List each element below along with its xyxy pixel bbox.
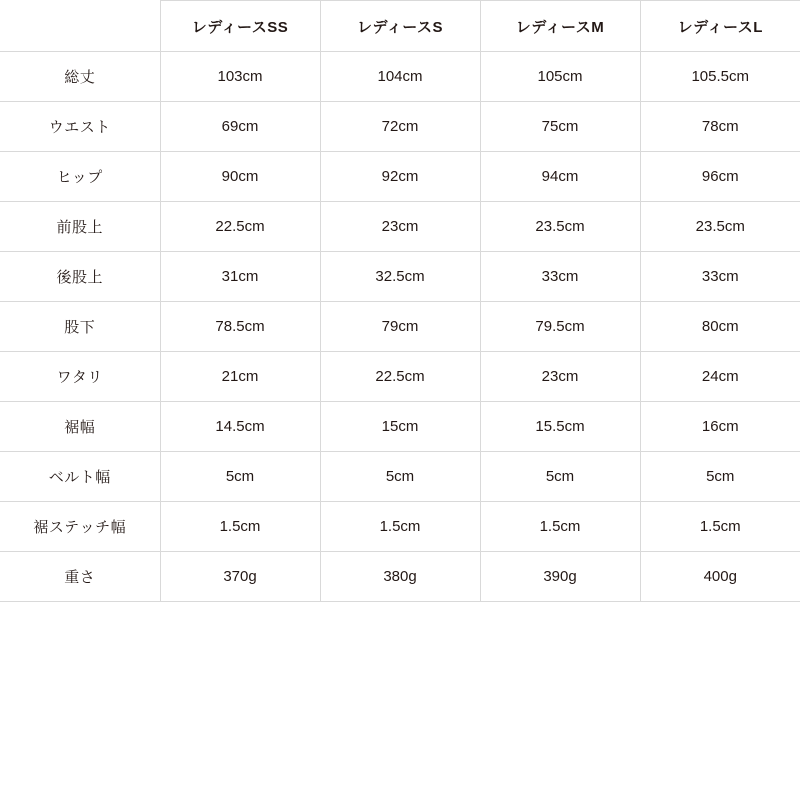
table-cell: 23.5cm (640, 202, 800, 252)
table-cell: 1.5cm (640, 502, 800, 552)
table-row (0, 302, 800, 352)
column-header-ss: レディースSS (160, 1, 320, 52)
table-cell: 103cm (160, 52, 320, 102)
row-label: ワタリ (0, 352, 160, 402)
table-cell: 31cm (160, 252, 320, 302)
table-row (0, 102, 800, 152)
row-label: 裾幅 (0, 402, 160, 452)
corner-cell (0, 1, 160, 52)
table-cell: 24cm (640, 352, 800, 402)
row-label: 前股上 (0, 202, 160, 252)
row-label: 裾ステッチ幅 (0, 502, 160, 552)
row-label: 股下 (0, 302, 160, 352)
table-cell: 1.5cm (160, 502, 320, 552)
table-row (0, 352, 800, 402)
row-label: ベルト幅 (0, 452, 160, 502)
table-row (0, 202, 800, 252)
table-row (0, 152, 800, 202)
row-label: 重さ (0, 552, 160, 602)
table-cell: 23cm (320, 202, 480, 252)
table-cell: 78.5cm (160, 302, 320, 352)
table-cell: 105.5cm (640, 52, 800, 102)
table-cell: 69cm (160, 102, 320, 152)
table-cell: 32.5cm (320, 252, 480, 302)
table-cell: 5cm (320, 452, 480, 502)
table-cell: 80cm (640, 302, 800, 352)
row-label: ヒップ (0, 152, 160, 202)
table-cell: 96cm (640, 152, 800, 202)
column-header-l: レディースL (640, 1, 800, 52)
table-cell: 22.5cm (160, 202, 320, 252)
header-row (0, 1, 800, 52)
table-row (0, 502, 800, 552)
table-cell: 5cm (640, 452, 800, 502)
table-cell: 22.5cm (320, 352, 480, 402)
table-cell: 15.5cm (480, 402, 640, 452)
table-cell: 90cm (160, 152, 320, 202)
table-cell: 33cm (480, 252, 640, 302)
table-cell: 370g (160, 552, 320, 602)
table-cell: 105cm (480, 52, 640, 102)
table-cell: 16cm (640, 402, 800, 452)
table-row (0, 52, 800, 102)
table-cell: 15cm (320, 402, 480, 452)
table-row (0, 452, 800, 502)
table-cell: 92cm (320, 152, 480, 202)
row-label: ウエスト (0, 102, 160, 152)
table-cell: 79cm (320, 302, 480, 352)
row-label: 総丈 (0, 52, 160, 102)
table-row (0, 552, 800, 602)
row-label: 後股上 (0, 252, 160, 302)
table-body (0, 52, 800, 602)
table-cell: 5cm (160, 452, 320, 502)
table-cell: 72cm (320, 102, 480, 152)
table-cell: 33cm (640, 252, 800, 302)
column-header-s: レディースS (320, 1, 480, 52)
table-cell: 94cm (480, 152, 640, 202)
table-cell: 23cm (480, 352, 640, 402)
table-cell: 79.5cm (480, 302, 640, 352)
table-cell: 1.5cm (480, 502, 640, 552)
table-cell: 21cm (160, 352, 320, 402)
table-cell: 400g (640, 552, 800, 602)
table-cell: 390g (480, 552, 640, 602)
table-cell: 78cm (640, 102, 800, 152)
table-header (0, 1, 800, 52)
table-cell: 23.5cm (480, 202, 640, 252)
table-cell: 380g (320, 552, 480, 602)
table-cell: 14.5cm (160, 402, 320, 452)
table-cell: 1.5cm (320, 502, 480, 552)
table-cell: 104cm (320, 52, 480, 102)
column-header-m: レディースM (480, 1, 640, 52)
table-cell: 5cm (480, 452, 640, 502)
table-cell: 75cm (480, 102, 640, 152)
table-row (0, 402, 800, 452)
table-row (0, 252, 800, 302)
